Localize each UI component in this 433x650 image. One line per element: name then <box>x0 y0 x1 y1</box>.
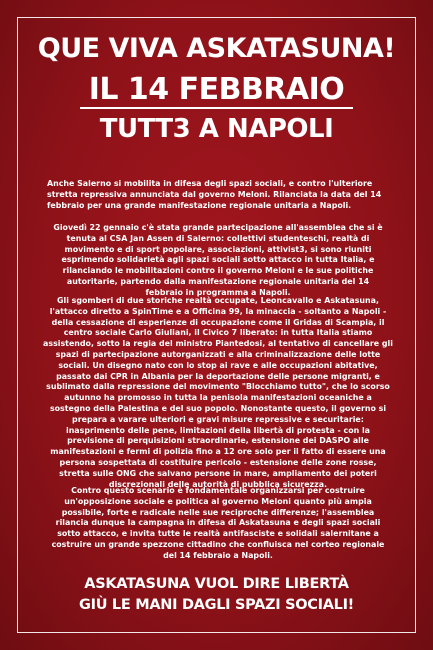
paragraph-repression: Gli sgomberi di due storiche realtà occupate, Leoncavallo e Askatasuna, l'attacco diretto a SpinTime e a Officina 99, la minaccia - soltanto a Napoli - della cessazione di esperienze di occupazione come il Gridas di Scampia, il centro sociale Carlo Giuliani, il Civico 7 liberato: in tutta Italia stiamo assistendo, sotto la regia del ministro Piantedosi, al tentativo di cancellare gli spazi di partecipazione autorganizzati e alla criminalizzazione delle lotte sociali. Un disegno nato con lo stop ai rave e alle occupazioni abitative, passato dai CPR in Albania per la deportazione delle persone migranti, e sublimato dalla repressione del movimento "Blocchiamo tutto", che lo scorso autunno ha promosso in tutta la penisola manifestazioni oceaniche a sostegno della Palestina e del suo popolo. Nonostante questo, il governo si prepara a varare ulteriori e gravi misure repressive e securitarie: inasprimento delle pene, limitazioni della libertà di protesta - con la previsione di perquisizioni straordinarie, estensione dei DASPO alle manifestazioni e fermi di polizia fino a 12 ore solo per il fatto di essere una persona sospettata di costituire pericolo - estensione delle zone rosse, stretta sulle ONG che salvano persone in mare, ampliamento dei poteri discrezionali delle autorità di pubblica sicurezza. <box>43 296 393 489</box>
paragraph-intro: Anche Salerno si mobilita in difesa degli spazi sociali, e contro l'ulteriore stretta repressiva annunciata dal governo Meloni. Rilanciata la data del 14 febbraio per una grande manifestazione regionale unitaria a Napoli. <box>47 179 382 210</box>
paragraph-call-to-action: Contro questo scenario è fondamentale organizzarsi per costruire un'opposizione sociale e politica al governo Meloni quanto più ampia possibile, forte e radicale nelle sue reciproche differenze; l'assemblea rilancia dunque la campagna in difesa di Askatasuna e degli spazi sociali sotto attacco, e invita tutte le realtà antifasciste e solidali salernitane a costruire un grande spezzone cittadino che confluisca nel corteo regionale del 14 febbraio a Napoli. <box>51 486 385 560</box>
headline-line-2: IL 14 FEBBRAIO <box>88 72 345 107</box>
paragraph-assembly: Giovedì 22 gennaio c'è stata grande partecipazione all'assemblea che si è tenuta al CSA Jan Assen di Salerno: collettivi studenteschi, realtà di movimento e di sport popolare, associazioni, attivist3, si sono riuniti esprimendo solidarietà agli spazi sociali sotto attacco in tutta Italia, e rilanciando le mobilitazioni contro il governo Meloni e le sue politiche autoritarie, partendo dalla manifestazione regionale unitaria del 14 febbraio in programma a Napoli. <box>53 223 383 297</box>
headline-underline <box>80 107 353 109</box>
slogan-line-2: GIÙ LE MANI DAGLI SPAZI SOCIALI! <box>79 597 354 613</box>
headline-line-3: TUTT3 A NAPOLI <box>99 114 334 144</box>
slogan-line-1: ASKATASUNA VUOL DIRE LIBERTÀ <box>84 576 349 592</box>
headline-line-1: QUE VIVA ASKATASUNA! <box>37 33 396 64</box>
